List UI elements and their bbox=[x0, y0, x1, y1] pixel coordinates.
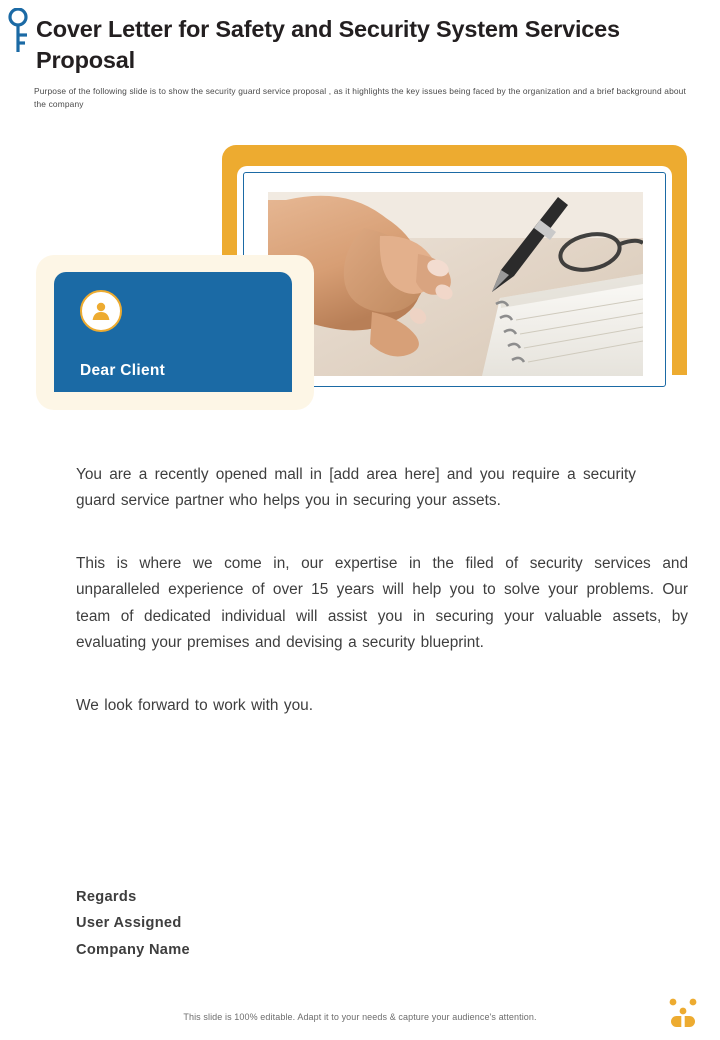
dear-client-card bbox=[54, 272, 292, 392]
user-avatar-icon bbox=[80, 290, 122, 332]
signature-user: User Assigned bbox=[76, 915, 182, 932]
page-subtitle: Purpose of the following slide is to show the security guard service proposal , as it highlights the key issues being faced by the organization and a brief background about the company bbox=[34, 86, 686, 110]
signature-regards: Regards bbox=[76, 889, 137, 905]
page-title: Cover Letter for Safety and Security System Services Proposal bbox=[36, 16, 620, 74]
letter-paragraph-3: We look forward to work with you. bbox=[76, 696, 314, 714]
dear-client-label: Dear Client bbox=[80, 362, 166, 379]
slide-header bbox=[0, 0, 720, 111]
footer-note: This slide is 100% editable. Adapt it to your needs & capture your audience's attention. bbox=[183, 1012, 537, 1022]
signature-block bbox=[76, 884, 190, 963]
letter-paragraph-2: This is where we come in, our expertise in the filed of security services and unparalleled experience of over 15 years will help you to solve your problems. Our team of dedicated individual will assist you in securing your valuable assets, by evaluating your premises and devising a security blueprint. bbox=[76, 554, 688, 652]
letter-paragraph-1: You are a recently opened mall in [add area here] and you require a security guard service partner who helps you in securing your assets. bbox=[76, 466, 636, 510]
orange-cluster-logo-icon bbox=[664, 996, 702, 1030]
letter-body bbox=[76, 462, 688, 719]
signature-company: Company Name bbox=[76, 941, 190, 958]
hand-writing-photo bbox=[268, 192, 643, 376]
